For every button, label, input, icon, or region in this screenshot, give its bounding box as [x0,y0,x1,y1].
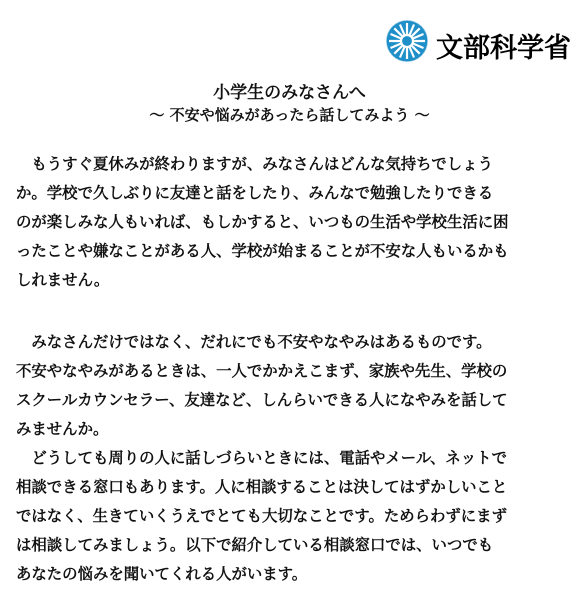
mext-flower-icon [384,18,430,64]
paragraph-2 [16,328,566,589]
page-title: 小学生のみなさんへ [213,83,366,103]
logo-text: 文部科学省 [436,33,571,64]
text-line: みなさんだけではなく、だれにでも不安やなやみはあるものです。 [16,333,492,351]
text-line: ったことや嫌なことがある人、学校が始まることが不安な人もいるかも [16,242,509,260]
text-line: 相談できる窓口もあります。人に相談することは決してはずかしいこと [16,478,508,496]
text-line: しれません。 [16,271,110,289]
text-line: は相談してみましょう。以下で紹介している相談窓口では、いつでも [16,536,494,554]
paragraph-1 [16,150,566,295]
text-line: 不安やなやみがあるときは、一人でかかえこまず、家族や先生、学校の [16,362,508,380]
text-line: のが楽しみな人もいれば、もしかすると、いつもの生活や学校生活に困 [16,213,509,231]
mext-logo [384,10,574,70]
text-line: どうしても周りの人に話しづらいときには、電話やメール、ネットで [16,449,507,467]
text-line: か。学校で久しぶりに友達と話をしたり、みんなで勉強したりできる [16,184,494,202]
text-line: スクールカウンセラー、友達など、しんらいできる人になやみを話して [16,391,508,409]
text-line: あなたの悩みを聞いてくれる人がいます。 [16,565,308,583]
page-subtitle: ～ 不安や悩みがあったら話してみよう ～ [149,106,430,124]
text-line: ではなく、生きていくうえでとても大切なことです。ためらわずにまず [16,507,507,525]
text-line: もうすぐ夏休みが終わりますが、みなさんはどんな気持ちでしょう [16,155,493,173]
text-line: みませんか。 [16,420,109,438]
